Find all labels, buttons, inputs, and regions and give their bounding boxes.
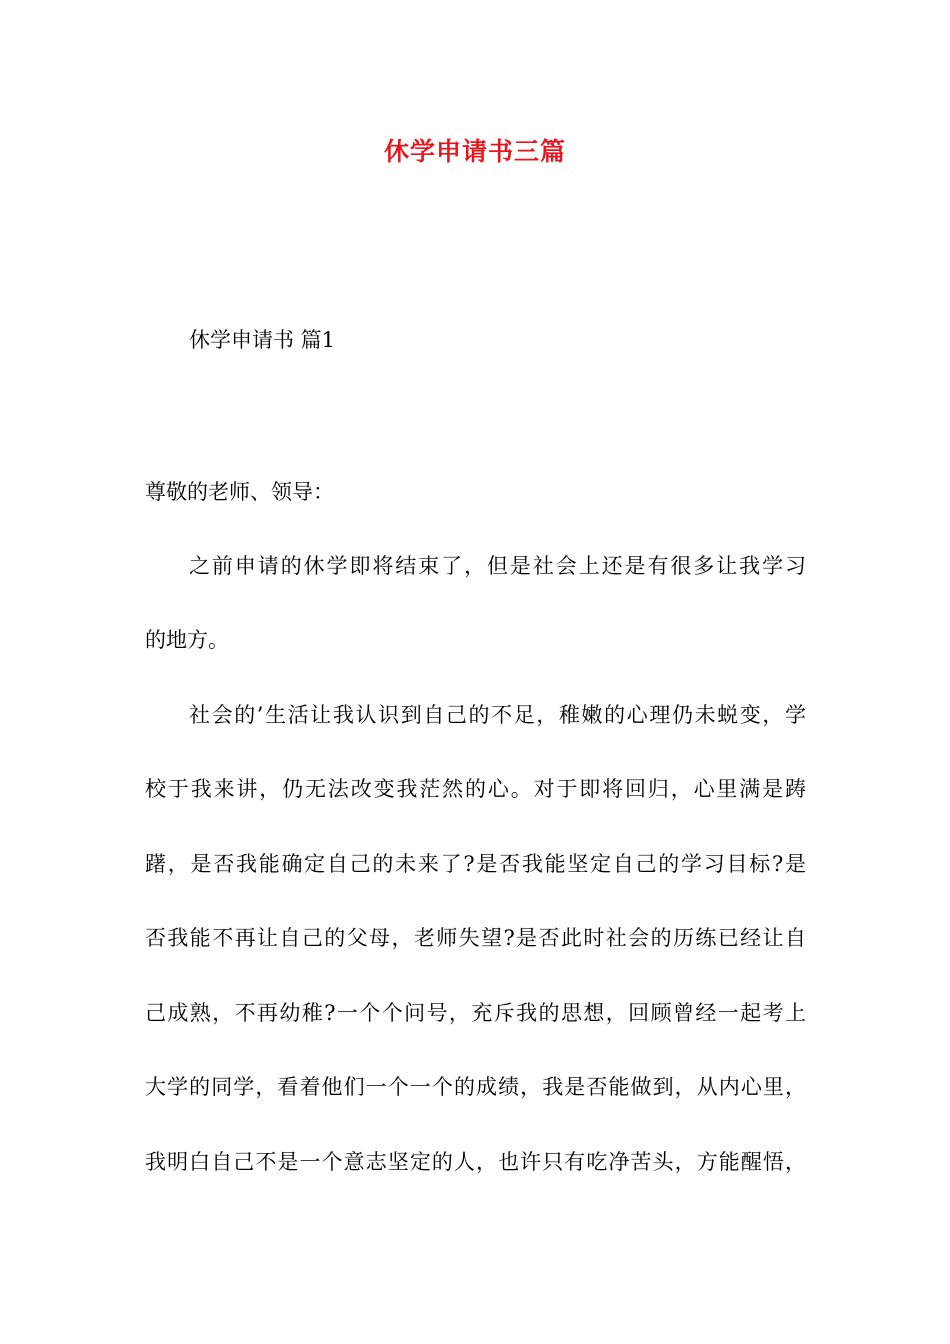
section-heading: 休学申请书 篇1 — [189, 328, 336, 352]
paragraph-2-line-5: 己成熟，不再幼稚?一个个问号，充斥我的思想，回顾曾经一起考上 — [145, 1001, 806, 1025]
paragraph-2-line-4: 否我能不再让自己的父母，老师失望?是否此时社会的历练已经让自 — [145, 926, 806, 950]
paragraph-1-line-1: 之前申请的休学即将结束了，但是社会上还是有很多让我学习 — [189, 554, 806, 578]
paragraph-2-line-7: 我明白自己不是一个意志坚定的人，也许只有吃净苦头，方能醒悟， — [145, 1150, 806, 1174]
document-title: 休学申请书三篇 — [383, 137, 566, 166]
paragraph-2-line-6: 大学的同学，看着他们一个一个的成绩，我是否能做到，从内心里， — [145, 1075, 806, 1099]
paragraph-2-line-3: 躇，是否我能确定自己的未来了?是否我能坚定自己的学习目标?是 — [145, 852, 806, 876]
paragraph-1-line-2: 的地方。 — [145, 628, 229, 652]
salutation: 尊敬的老师、领导： — [145, 480, 334, 504]
paragraph-2-line-1: 社会的’生活让我认识到自己的不足，稚嫩的心理仍未蜕变，学 — [189, 703, 806, 727]
paragraph-2-line-2: 校于我来讲，仍无法改变我茫然的心。对于即将回归，心里满是踌 — [145, 777, 806, 801]
